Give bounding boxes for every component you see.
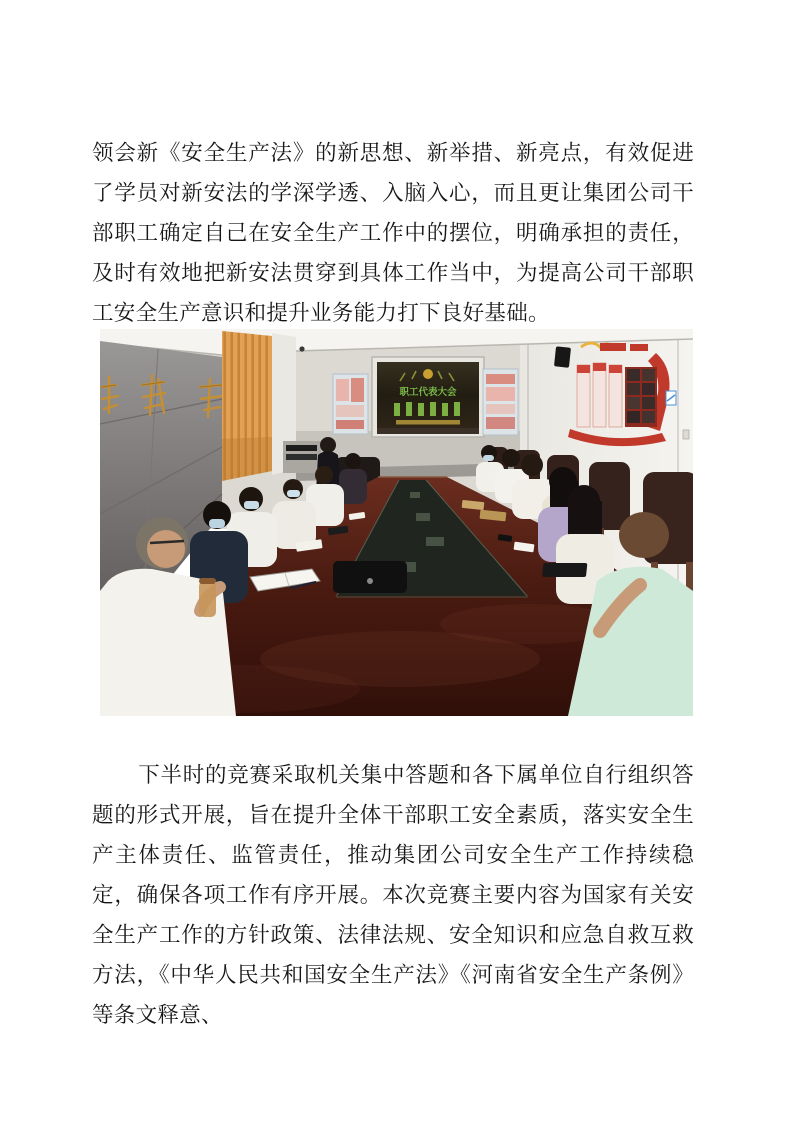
- meeting-photo: [100, 329, 693, 716]
- meeting-photo-canvas: [100, 329, 693, 716]
- window-blinds: [222, 331, 272, 481]
- paragraph-1: 领会新《安全生产法》的新思想、新举措、新亮点，有效促进了学员对新安法的学深学透、入脑入心，而且更让集团公司干部职工确定自己在安全生产工作中的摆位，明确承担的责任，及时有效地把新安法贯穿到具体工作当中，为提高公司干部职工安全生产意识和提升业务能力打下良好基础。: [92, 140, 694, 326]
- screen-caption-bar: [396, 420, 460, 425]
- table-console: [333, 561, 407, 593]
- light-switch: [683, 430, 689, 439]
- party-emblem-icon: [423, 369, 433, 379]
- av-cabinet: [283, 441, 321, 473]
- screen-lower-frame: [377, 428, 479, 434]
- ceiling-camera-icon: [299, 346, 304, 351]
- paragraph-2: 下半时的竞赛采取机关集中答题和各下属单位自行组织答题的形式开展，旨在提升全体干部职工安全素质，落实安全生产主体责任、监管责任，推动集团公司安全生产工作持续稳定，确保各项工作有序开展。本次竞赛主要内容为国家有关安全生产工作的方针政策、法律法规、安全知识和应急自救互救方法，《中华人民共和国安全生产法》《河南省安全生产条例》等条文释意、: [92, 762, 694, 1028]
- poster-board-right: [483, 369, 518, 435]
- culture-wall-photo-grid: [625, 367, 657, 427]
- wall-speaker: [554, 346, 571, 367]
- black-folder: [542, 563, 587, 577]
- poster-board-left: [333, 374, 368, 434]
- screen-title: 职工代表大会: [399, 387, 457, 398]
- projection-screen: [372, 357, 484, 437]
